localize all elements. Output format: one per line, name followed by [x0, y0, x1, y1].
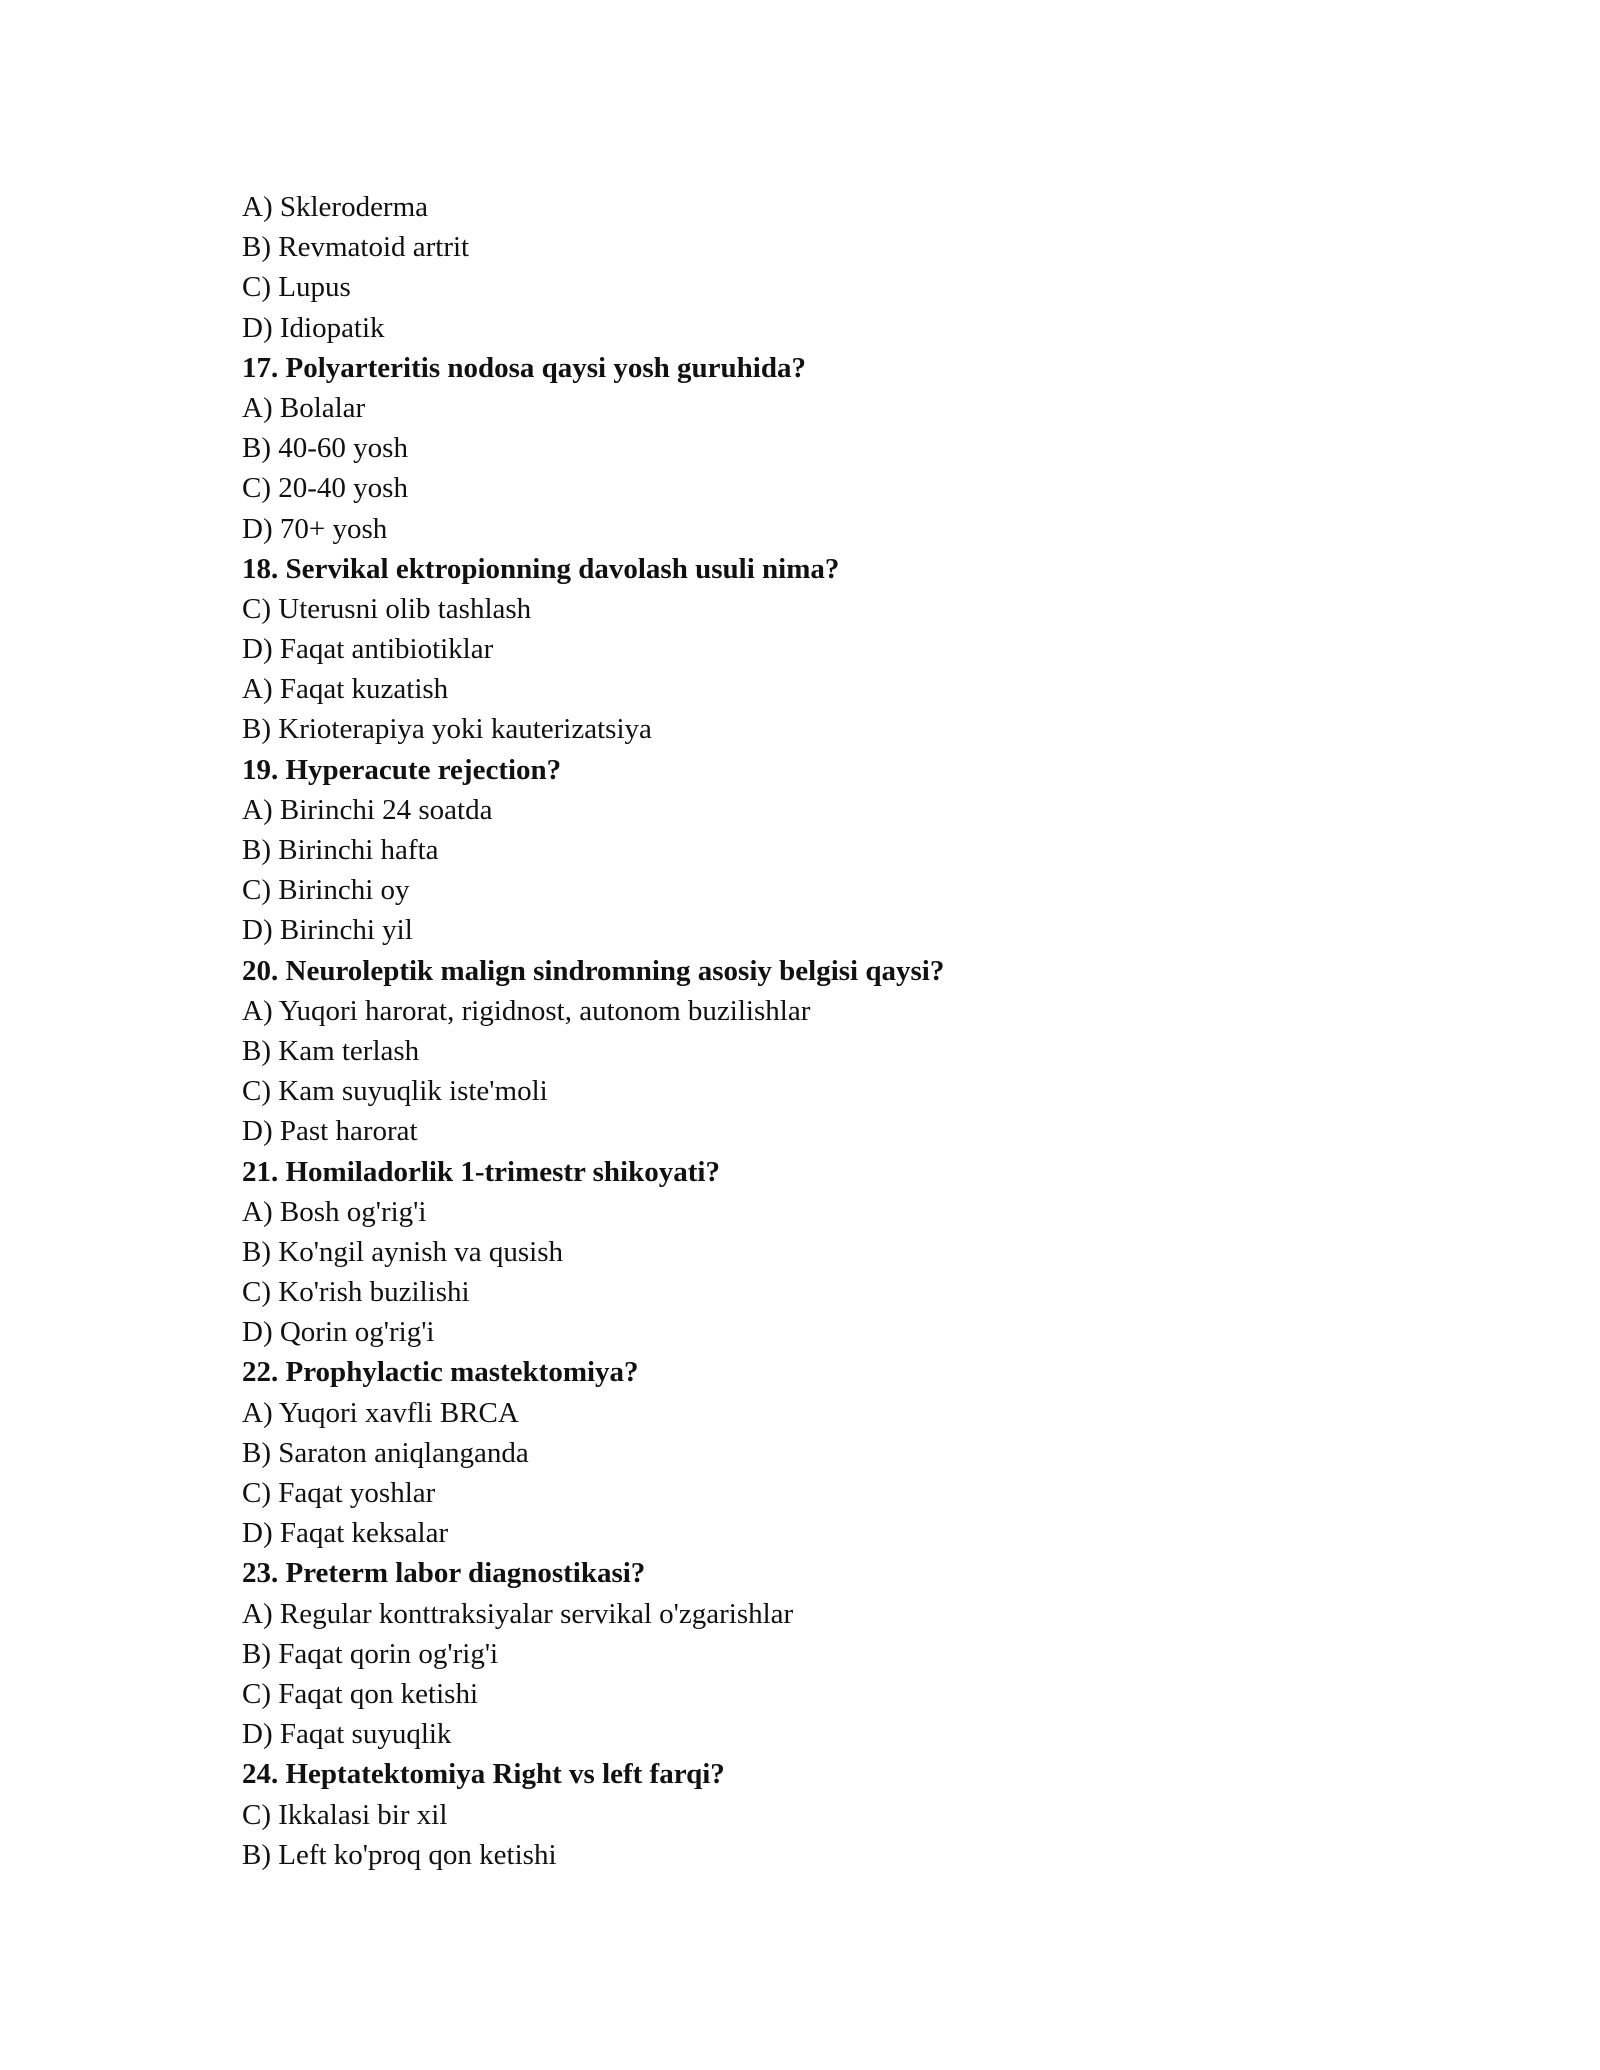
option-line: A) Faqat kuzatish	[242, 673, 449, 706]
option-line: D) Past harorat	[242, 1115, 418, 1148]
option-line: A) Yuqori harorat, rigidnost, autonom buzilishlar	[242, 994, 811, 1027]
option-line: A) Bosh og'rig'i	[242, 1195, 427, 1228]
question-title: 24. Heptatektomiya Right vs left farqi?	[242, 1758, 725, 1791]
option-line: D) Faqat keksalar	[242, 1517, 449, 1550]
option-line: B) Ko'ngil aynish va qusish	[242, 1235, 563, 1268]
option-line: C) Faqat qon ketishi	[242, 1677, 479, 1710]
option-line: B) Birinchi hafta	[242, 834, 439, 866]
option-line: B) Faqat qorin og'rig'i	[242, 1637, 499, 1670]
question-title: 21. Homiladorlik 1-trimestr shikoyati?	[242, 1155, 720, 1188]
option-line: D) Idiopatik	[242, 311, 385, 344]
option-line: D) Faqat antibiotiklar	[242, 633, 494, 666]
question-title: 17. Polyarteritis nodosa qaysi yosh guruhida?	[242, 351, 806, 384]
document-body	[242, 187, 1442, 1875]
option-line: C) Lupus	[242, 271, 351, 304]
option-line: B) Revmatoid artrit	[242, 231, 470, 264]
option-line: D) Faqat suyuqlik	[242, 1718, 452, 1751]
option-line: C) Uterusni olib tashlash	[242, 592, 532, 625]
option-line: C) Ikkalasi bir xil	[242, 1798, 448, 1831]
option-line: C) Kam suyuqlik iste'moli	[242, 1075, 548, 1108]
option-line: C) 20-40 yosh	[242, 472, 408, 505]
option-line: C) Faqat yoshlar	[242, 1477, 436, 1509]
option-line: B) Krioterapiya yoki kauterizatsiya	[242, 713, 652, 746]
option-line: D) 70+ yosh	[242, 512, 388, 545]
option-line: B) Saraton aniqlanganda	[242, 1436, 529, 1469]
option-line: A) Skleroderma	[242, 191, 429, 223]
question-title: 19. Hyperacute rejection?	[242, 753, 562, 786]
option-line: A) Bolalar	[242, 391, 366, 424]
option-line: A) Yuqori xavfli BRCA	[242, 1396, 519, 1429]
question-title: 23. Preterm labor diagnostikasi?	[242, 1557, 646, 1590]
option-line: B) Left ko'proq qon ketishi	[242, 1838, 557, 1871]
option-line: A) Birinchi 24 soatda	[242, 793, 493, 826]
option-line: C) Birinchi oy	[242, 874, 410, 907]
option-line: C) Ko'rish buzilishi	[242, 1276, 470, 1309]
option-line: D) Birinchi yil	[242, 914, 413, 947]
question-title: 18. Servikal ektropionning davolash usuli nima?	[242, 552, 840, 585]
question-title: 22. Prophylactic mastektomiya?	[242, 1356, 639, 1389]
option-line: D) Qorin og'rig'i	[242, 1316, 435, 1349]
option-line: A) Regular konttraksiyalar servikal o'zgarishlar	[242, 1597, 794, 1630]
option-line: B) 40-60 yosh	[242, 432, 408, 465]
question-title: 20. Neuroleptik malign sindromning asosiy belgisi qaysi?	[242, 954, 945, 987]
option-line: B) Kam terlash	[242, 1034, 420, 1067]
